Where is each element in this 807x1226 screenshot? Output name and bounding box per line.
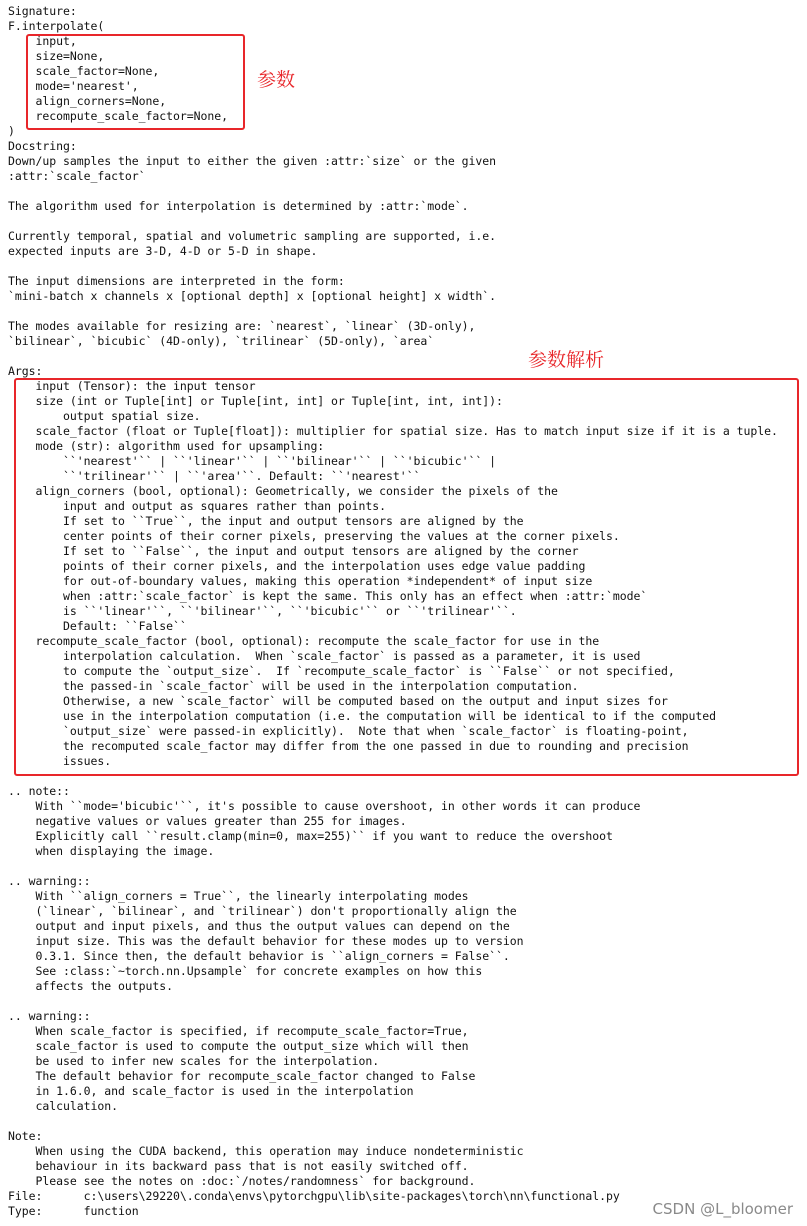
doc-line: `mini-batch x channels x [optional depth] x [optional height] x width`. xyxy=(8,289,497,303)
doc-line: File: c:\users\29220\.conda\envs\pytorchgpu\lib\site-packages\torch\nn\functional.py xyxy=(8,1189,620,1203)
doc-line: for out-of-boundary values, making this operation *independent* of input size xyxy=(8,574,593,588)
doc-line xyxy=(8,304,778,319)
doc-line: in 1.6.0, and scale_factor is used in the interpolation xyxy=(8,1084,414,1098)
doc-line: ``'nearest'`` | ``'linear'`` | ``'bilinear'`` | ``'bicubic'`` | xyxy=(8,454,497,468)
doc-line: interpolation calculation. When `scale_factor` is passed as a parameter, it is used xyxy=(8,649,641,663)
doc-line xyxy=(8,184,778,199)
doc-line: size=None, xyxy=(8,49,105,63)
doc-line: input, xyxy=(8,34,77,48)
doc-line: The modes available for resizing are: `nearest`, `linear` (3D-only), xyxy=(8,319,476,333)
doc-line: ) xyxy=(8,124,15,138)
doc-line: See :class:`~torch.nn.Upsample` for concrete examples on how this xyxy=(8,964,483,978)
doc-line: input size. This was the default behavior for these modes up to version xyxy=(8,934,524,948)
doc-line: Args: xyxy=(8,364,43,378)
doc-line: Currently temporal, spatial and volumetric sampling are supported, i.e. xyxy=(8,229,497,243)
doc-line: use in the interpolation computation (i.e. the computation will be identical to if the computed xyxy=(8,709,716,723)
doc-line: the recomputed scale_factor may differ from the one passed in due to rounding and precision xyxy=(8,739,689,753)
doc-line: :attr:`scale_factor` xyxy=(8,169,146,183)
args-highlight-box xyxy=(14,378,799,776)
doc-line: scale_factor=None, xyxy=(8,64,160,78)
doc-line: output spatial size. xyxy=(8,409,201,423)
doc-line: output and input pixels, and thus the output values can depend on the xyxy=(8,919,510,933)
params-annotation-label: 参数 xyxy=(257,69,296,91)
doc-line: size (int or Tuple[int] or Tuple[int, int] or Tuple[int, int, int]): xyxy=(8,394,503,408)
doc-line xyxy=(8,259,778,274)
doc-line: The input dimensions are interpreted in the form: xyxy=(8,274,345,288)
doc-line: `bilinear`, `bicubic` (4D-only), `trilinear` (5D-only), `area` xyxy=(8,334,435,348)
doc-line: input and output as squares rather than points. xyxy=(8,499,387,513)
doc-line: .. warning:: xyxy=(8,874,91,888)
doc-line: Note: xyxy=(8,1129,43,1143)
doc-line: when displaying the image. xyxy=(8,844,215,858)
params-highlight-box xyxy=(26,34,245,130)
doc-line: expected inputs are 3-D, 4-D or 5-D in shape. xyxy=(8,244,318,258)
doc-line: recompute_scale_factor (bool, optional): recompute the scale_factor for use in the xyxy=(8,634,600,648)
doc-line: .. note:: xyxy=(8,784,70,798)
doc-line: issues. xyxy=(8,754,112,768)
doc-line: ``'trilinear'`` | ``'area'``. Default: ``'nearest'`` xyxy=(8,469,421,483)
doc-line xyxy=(8,214,778,229)
doc-line: center points of their corner pixels, preserving the values at the corner pixels. xyxy=(8,529,620,543)
doc-line: to compute the `output_size`. If `recompute_scale_factor` is ``False`` or not specified, xyxy=(8,664,675,678)
doc-line: affects the outputs. xyxy=(8,979,173,993)
doc-line: negative values or values greater than 255 for images. xyxy=(8,814,407,828)
doc-line: When using the CUDA backend, this operation may induce nondeterministic xyxy=(8,1144,524,1158)
doc-line: With ``mode='bicubic'``, it's possible to cause overshoot, in other words it can produce xyxy=(8,799,641,813)
doc-line xyxy=(8,859,778,874)
doc-line: mode (str): algorithm used for upsampling: xyxy=(8,439,325,453)
doc-line: When scale_factor is specified, if recompute_scale_factor=True, xyxy=(8,1024,469,1038)
doc-line: Please see the notes on :doc:`/notes/randomness` for background. xyxy=(8,1174,476,1188)
doc-line: (`linear`, `bilinear`, and `trilinear`) don't proportionally align the xyxy=(8,904,517,918)
doc-line: scale_factor (float or Tuple[float]): multiplier for spatial size. Has to match input size if it is a tuple. xyxy=(8,424,778,438)
doc-line: The algorithm used for interpolation is determined by :attr:`mode`. xyxy=(8,199,469,213)
doc-line: Type: function xyxy=(8,1204,139,1218)
doc-line: input (Tensor): the input tensor xyxy=(8,379,256,393)
doc-line xyxy=(8,994,778,1009)
doc-line: With ``align_corners = True``, the linearly interpolating modes xyxy=(8,889,469,903)
doc-line: be used to infer new scales for the interpolation. xyxy=(8,1054,380,1068)
doc-line: recompute_scale_factor=None, xyxy=(8,109,228,123)
doc-line: when :attr:`scale_factor` is kept the same. This only has an effect when :attr:`mode` xyxy=(8,589,648,603)
args-annotation-label: 参数解析 xyxy=(528,349,605,371)
doc-line: is ``'linear'``, ``'bilinear'``, ``'bicubic'`` or ``'trilinear'``. xyxy=(8,604,517,618)
doc-line: align_corners (bool, optional): Geometrically, we consider the pixels of the xyxy=(8,484,558,498)
doc-line: calculation. xyxy=(8,1099,118,1113)
doc-line: Signature: xyxy=(8,4,77,18)
doc-line xyxy=(8,349,778,364)
doc-line: mode='nearest', xyxy=(8,79,139,93)
doc-line: scale_factor is used to compute the output_size which will then xyxy=(8,1039,469,1053)
doc-line: 0.3.1. Since then, the default behavior is ``align_corners = False``. xyxy=(8,949,510,963)
doc-line: `output_size` were passed-in explicitly). Note that when `scale_factor` is floating-point, xyxy=(8,724,689,738)
doc-line: Otherwise, a new `scale_factor` will be computed based on the output and input sizes for xyxy=(8,694,668,708)
doc-line: The default behavior for recompute_scale_factor changed to False xyxy=(8,1069,476,1083)
doc-line xyxy=(8,1114,778,1129)
doc-line: F.interpolate( xyxy=(8,19,105,33)
doc-line: points of their corner pixels, and the interpolation uses edge value padding xyxy=(8,559,586,573)
doc-line: If set to ``True``, the input and output tensors are aligned by the xyxy=(8,514,524,528)
doc-line: behaviour in its backward pass that is not easily switched off. xyxy=(8,1159,469,1173)
doc-line: Docstring: xyxy=(8,139,77,153)
watermark: CSDN @L_bloomer xyxy=(652,1200,793,1218)
doc-line: the passed-in `scale_factor` will be used in the interpolation computation. xyxy=(8,679,579,693)
doc-line: If set to ``False``, the input and output tensors are aligned by the corner xyxy=(8,544,579,558)
doc-line: .. warning:: xyxy=(8,1009,91,1023)
doc-line: align_corners=None, xyxy=(8,94,167,108)
doc-line: Down/up samples the input to either the given :attr:`size` or the given xyxy=(8,154,497,168)
doc-line: Explicitly call ``result.clamp(min=0, max=255)`` if you want to reduce the overshoot xyxy=(8,829,613,843)
doc-line: Default: ``False`` xyxy=(8,619,187,633)
